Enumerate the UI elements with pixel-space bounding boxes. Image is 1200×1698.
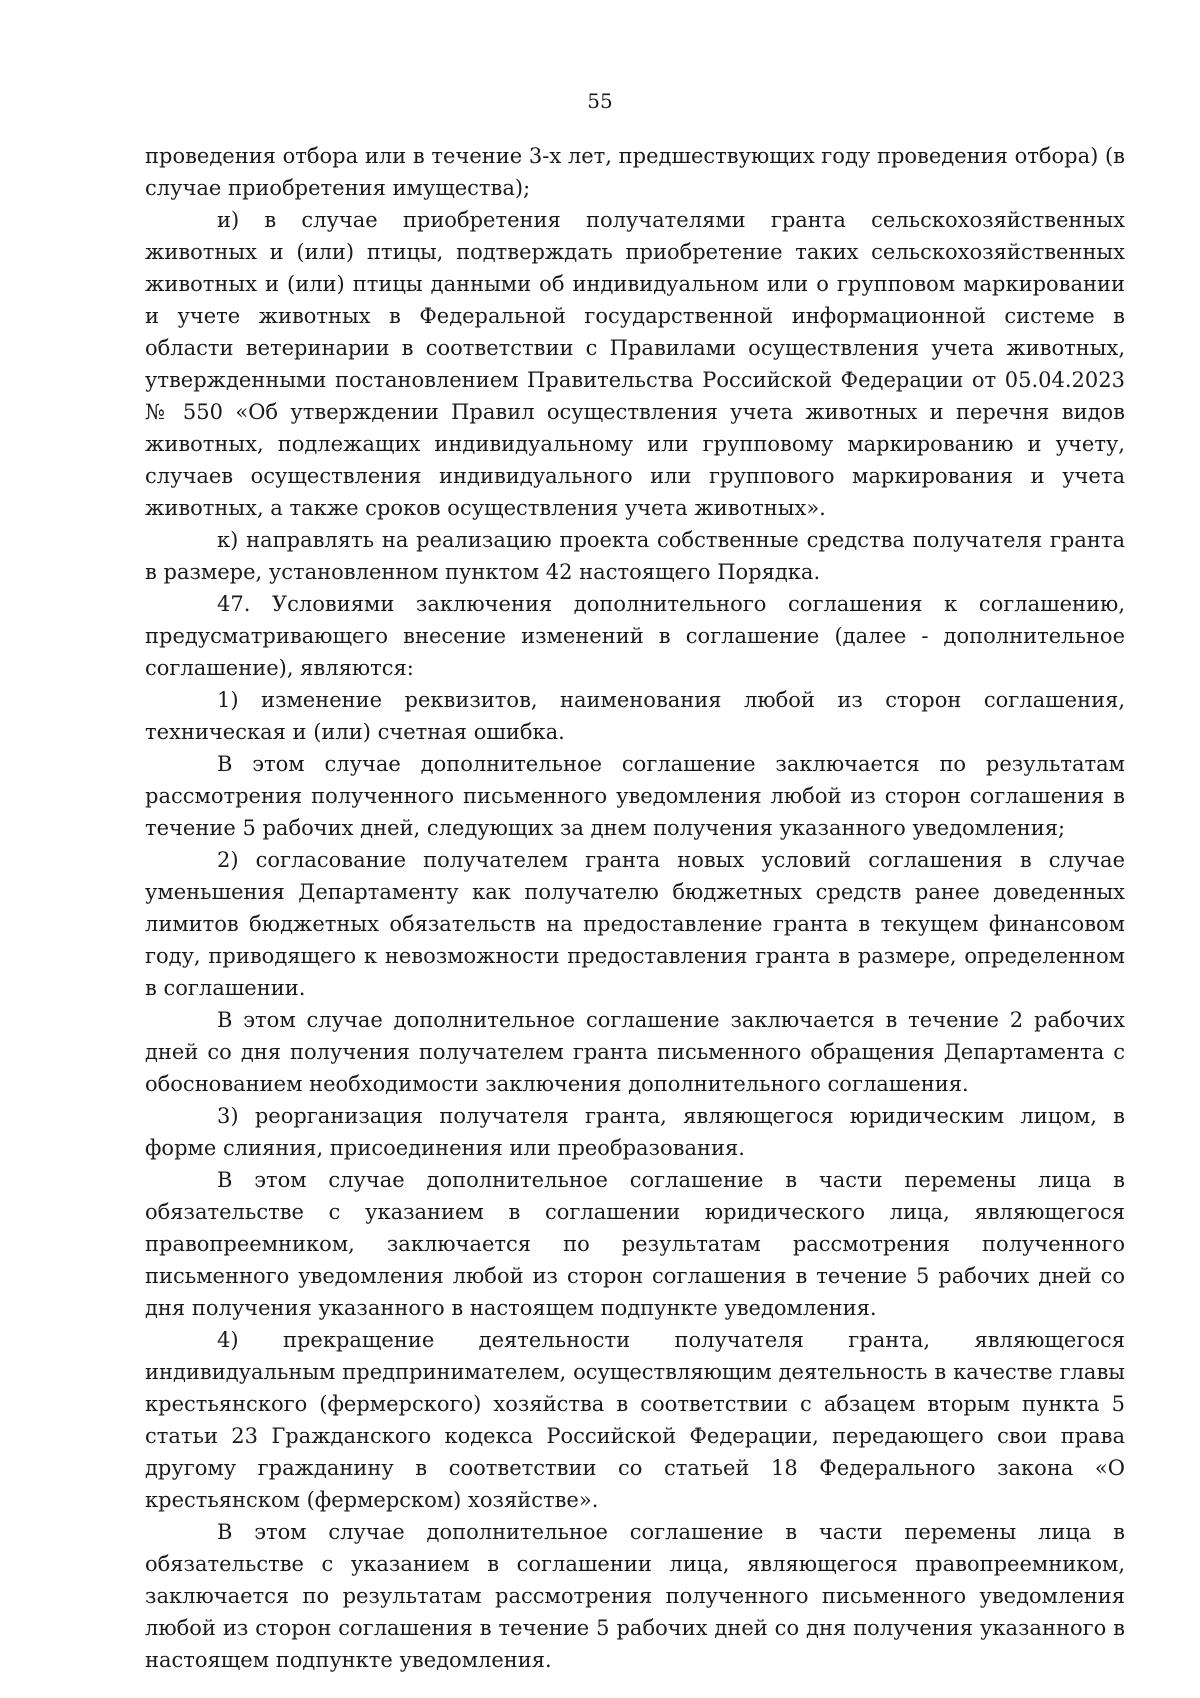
paragraph-subitem-2: 2) согласование получателем гранта новых условий соглашения в случае уменьшения Департаменту как получателю бюджетных средств ранее доведенных лимитов бюджетных обязательств на предоставление гранта в текущем финансовом году, приводящего к невозможности предоставления гранта в размере, определенном в соглашении.: [145, 848, 1125, 1000]
paragraph-subitem-3-note: В этом случае дополнительное соглашение в части перемены лица в обязательстве с указанием в соглашении юридического лица, являющегося правопреемником, заключается по результатам рассмотрения полученного письменного уведомления любой из сторон соглашения в течение 5 рабочих дней со дня получения указанного в настоящем подпункте уведомления.: [145, 1168, 1125, 1320]
paragraph-item-i: и) в случае приобретения получателями гранта сельскохозяйственных животных и (или) птицы, подтверждать приобретение таких сельскохозяйственных животных и (или) птицы данными об индивидуальном или о групповом маркировании и учете животных в Федеральной государственной информационной системе в области ветеринарии в соответствии с Правилами осуществления учета животных, утвержденными постановлением Правительства Российской Федерации от 05.04.2023 № 550 «Об утверждении Правил осуществления учета животных и перечня видов животных, подлежащих индивидуальному или групповому маркированию и учету, случаев осуществления индивидуального или группового маркирования и учета животных, а также сроков осуществления учета животных».: [145, 208, 1125, 520]
paragraph-item-k: к) направлять на реализацию проекта собственные средства получателя гранта в размере, установленном пунктом 42 настоящего Порядка.: [145, 528, 1125, 584]
paragraph-subitem-3: 3) реорганизация получателя гранта, являющегося юридическим лицом, в форме слияния, присоединения или преобразования.: [145, 1104, 1125, 1160]
paragraph-subitem-2-note: В этом случае дополнительное соглашение заключается в течение 2 рабочих дней со дня получения получателем гранта письменного обращения Департамента с обоснованием необходимости заключения дополнительного соглашения.: [145, 1008, 1125, 1096]
paragraph-subitem-4: 4) прекращение деятельности получателя гранта, являющегося индивидуальным предпринимателем, осуществляющим деятельность в качестве главы крестьянского (фермерского) хозяйства в соответствии с абзацем вторым пункта 5 статьи 23 Гражданского кодекса Российской Федерации, передающего свои права другому гражданину в соответствии со статьей 18 Федерального закона «О крестьянском (фермерском) хозяйстве».: [145, 1328, 1125, 1512]
paragraph-clause-47: 47. Условиями заключения дополнительного соглашения к соглашению, предусматривающего внесение изменений в соглашение (далее - дополнительное соглашение), являются:: [145, 592, 1125, 680]
paragraph-subitem-4-note: В этом случае дополнительное соглашение в части перемены лица в обязательстве с указанием в соглашении лица, являющегося правопреемником, заключается по результатам рассмотрения полученного письменного уведомления любой из сторон соглашения в течение 5 рабочих дней со дня получения указанного в настоящем подпункте уведомления.: [145, 1520, 1125, 1672]
page-number: 55: [587, 89, 613, 113]
paragraph-subitem-1: 1) изменение реквизитов, наименования любой из сторон соглашения, техническая и (или) счетная ошибка.: [145, 688, 1125, 744]
paragraph-subitem-1-note: В этом случае дополнительное соглашение заключается по результатам рассмотрения полученного письменного уведомления любой из сторон соглашения в течение 5 рабочих дней, следующих за днем получения указанного уведомления;: [145, 752, 1125, 840]
document-body: [145, 140, 1125, 1676]
paragraph-continuation: проведения отбора или в течение 3-х лет, предшествующих году проведения отбора) (в случае приобретения имущества);: [145, 144, 1125, 200]
